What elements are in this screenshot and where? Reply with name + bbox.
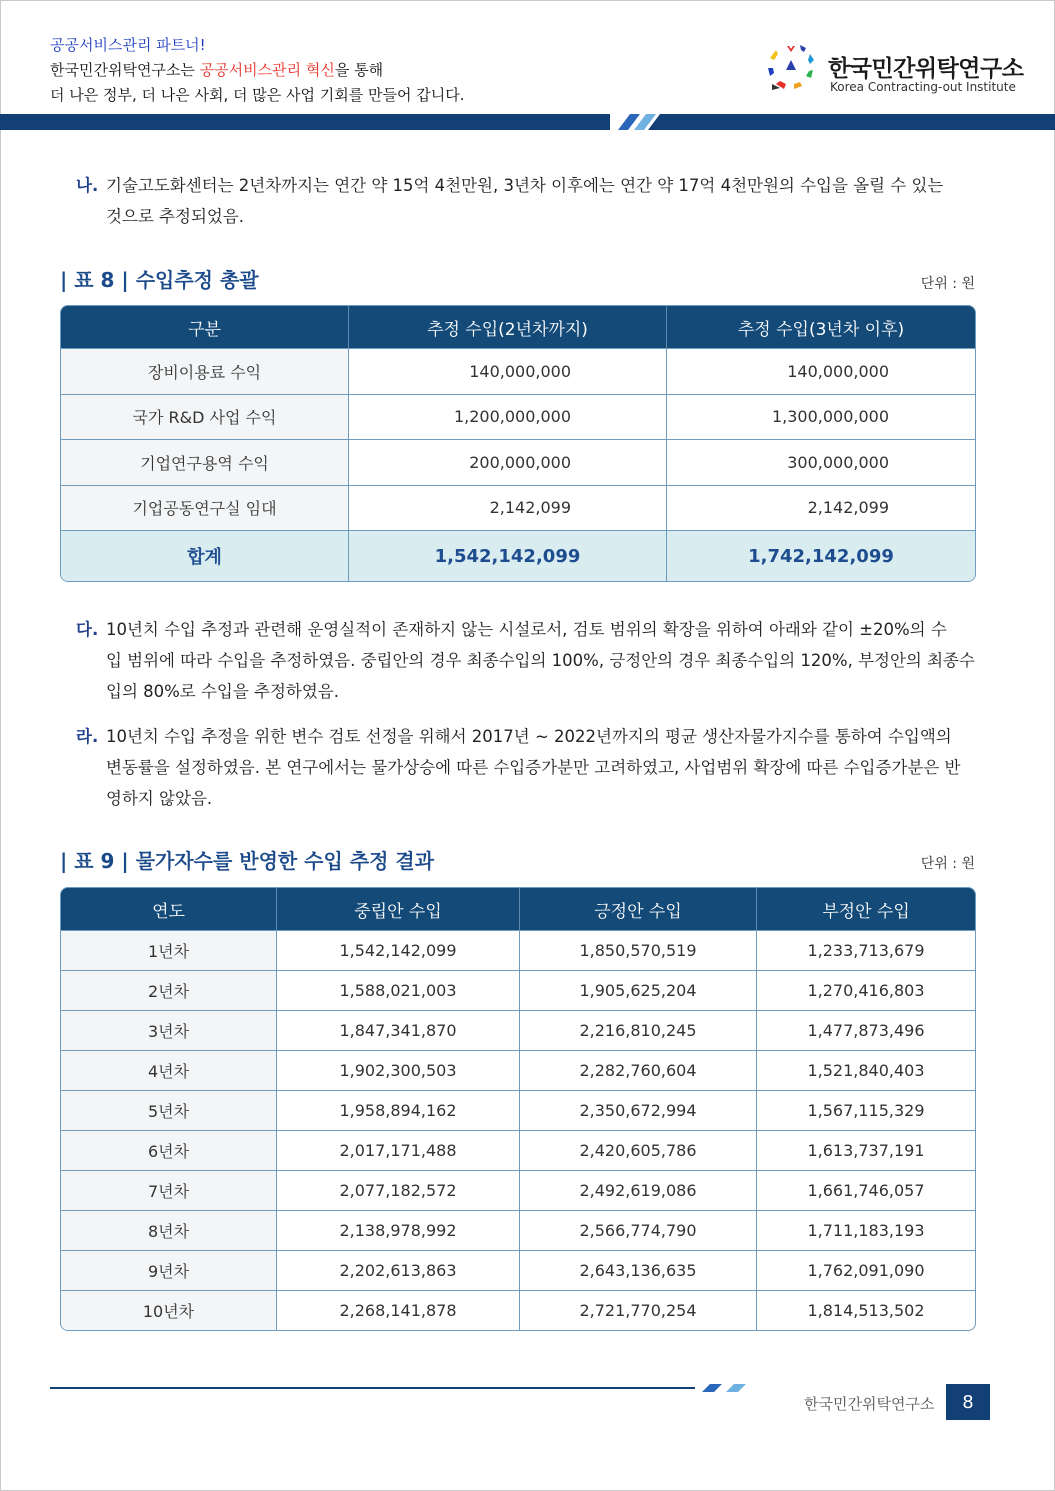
table-row <box>61 348 975 394</box>
year-cell: 8년차 <box>61 1211 276 1250</box>
positive-cell: 1,905,625,204 <box>519 971 756 1010</box>
table-row <box>61 1290 975 1330</box>
paragraph-text: 입 범위에 따라 수입을 추정하였음. 중립안의 경우 최종수입의 100%, 긍정안의 경우 최종수입의 120%, 부정안의 최종수 <box>106 651 975 670</box>
header-cell: 중립안 수입 <box>276 888 519 930</box>
cell-value: 2,142,099 <box>666 486 975 531</box>
intro-text-end: 을 통해 <box>334 61 384 79</box>
paragraph-text: 10년치 수입 추정을 위한 변수 검토 선정을 위해서 2017년 ~ 2022년까지의 평균 생산자물가지수를 통하여 수입액의 <box>106 727 952 746</box>
total-label: 합계 <box>61 531 348 581</box>
paragraph-text: 10년치 수입 추정과 관련해 운영실적이 존재하지 않는 시설로서, 검토 범위의 확장을 위하여 아래와 같이 ±20%의 수 <box>106 620 947 639</box>
negative-cell: 1,762,091,090 <box>756 1251 975 1290</box>
year-cell: 3년차 <box>61 1011 276 1050</box>
table-row <box>61 1130 975 1170</box>
table8-unit: 단위 : 원 <box>920 276 975 292</box>
intro-text: 한국민간위탁연구소는 <box>50 61 200 79</box>
negative-cell: 1,477,873,496 <box>756 1011 975 1050</box>
neutral-cell: 2,202,613,863 <box>276 1251 519 1290</box>
header-cell: 긍정안 수입 <box>519 888 756 930</box>
negative-cell: 1,233,713,679 <box>756 931 975 970</box>
cell-value: 1,300,000,000 <box>666 395 975 440</box>
table-row <box>61 1010 975 1050</box>
positive-cell: 2,216,810,245 <box>519 1011 756 1050</box>
year-cell: 7년차 <box>61 1171 276 1210</box>
total-value: 1,542,142,099 <box>348 531 666 581</box>
table-header-row <box>61 888 975 930</box>
negative-cell: 1,270,416,803 <box>756 971 975 1010</box>
paragraph-text: 영하지 않았음. <box>106 789 213 808</box>
page-number: 8 <box>946 1384 990 1420</box>
paragraph-text: 기술고도화센터는 2년차까지는 연간 약 15억 4천만원, 3년차 이후에는 연간 약 17억 4천만원의 수입을 올릴 수 있는 <box>106 176 944 195</box>
neutral-cell: 1,902,300,503 <box>276 1051 519 1090</box>
footer-org-name: 한국민간위탁연구소 <box>804 1395 935 1413</box>
negative-cell: 1,814,513,502 <box>756 1291 975 1330</box>
table-header-row <box>61 306 975 348</box>
table-row <box>61 394 975 440</box>
neutral-cell: 1,542,142,099 <box>276 931 519 970</box>
year-cell: 6년차 <box>61 1131 276 1170</box>
paragraph-text: 변동률을 설정하였음. 본 연구에서는 물가상승에 따른 수입증가분만 고려하였고, 사업범위 확장에 따른 수입증가분은 반 <box>106 758 961 777</box>
institute-name: 한국민간위탁연구소 <box>828 56 1024 82</box>
paragraph-na <box>76 170 976 232</box>
paragraph-marker: 다. <box>76 620 99 639</box>
row-label: 장비이용료 수익 <box>61 349 348 394</box>
table-row <box>61 485 975 531</box>
positive-cell: 2,566,774,790 <box>519 1211 756 1250</box>
paragraph-text: 입의 80%로 수입을 추정하였음. <box>106 682 339 701</box>
neutral-cell: 2,017,171,488 <box>276 1131 519 1170</box>
intro-highlight: 공공서비스관리 혁신 <box>199 61 335 79</box>
header-cell: 부정안 수입 <box>756 888 975 930</box>
table-total-row <box>61 530 975 581</box>
institute-logo-icon <box>766 42 816 92</box>
paragraph-ra <box>76 721 976 814</box>
header-cell: 추정 수입(3년차 이후) <box>666 306 975 348</box>
table-row <box>61 970 975 1010</box>
cell-value: 140,000,000 <box>666 349 975 394</box>
neutral-cell: 2,268,141,878 <box>276 1291 519 1330</box>
positive-cell: 1,850,570,519 <box>519 931 756 970</box>
negative-cell: 1,613,737,191 <box>756 1131 975 1170</box>
paragraph-marker: 라. <box>76 727 99 746</box>
paragraph-da <box>76 614 976 707</box>
header-cell: 연도 <box>61 888 276 930</box>
table-row <box>61 1090 975 1130</box>
positive-cell: 2,643,136,635 <box>519 1251 756 1290</box>
header-tagline: 공공서비스관리 파트너! <box>50 36 206 54</box>
cell-value: 200,000,000 <box>348 440 666 485</box>
positive-cell: 2,282,760,604 <box>519 1051 756 1090</box>
table-row <box>61 930 975 970</box>
table8-title: | 표 8 | 수입추정 총괄 <box>60 268 259 292</box>
paragraph-text: 것으로 추정되었음. <box>106 207 245 226</box>
header-cell: 추정 수입(2년차까지) <box>348 306 666 348</box>
positive-cell: 2,420,605,786 <box>519 1131 756 1170</box>
negative-cell: 1,711,183,193 <box>756 1211 975 1250</box>
price-index-revenue-table <box>60 887 976 1331</box>
revenue-summary-table <box>60 305 976 582</box>
total-value: 1,742,142,099 <box>666 531 975 581</box>
cell-value: 2,142,099 <box>348 486 666 531</box>
neutral-cell: 1,958,894,162 <box>276 1091 519 1130</box>
positive-cell: 2,721,770,254 <box>519 1291 756 1330</box>
header-intro <box>50 59 383 80</box>
negative-cell: 1,661,746,057 <box>756 1171 975 1210</box>
table-row <box>61 439 975 485</box>
negative-cell: 1,567,115,329 <box>756 1091 975 1130</box>
negative-cell: 1,521,840,403 <box>756 1051 975 1090</box>
neutral-cell: 1,588,021,003 <box>276 971 519 1010</box>
page-header <box>0 0 1055 130</box>
table9-unit: 단위 : 원 <box>920 856 975 872</box>
paragraph-marker: 나. <box>76 176 99 195</box>
header-divider <box>0 114 1055 130</box>
table-row <box>61 1210 975 1250</box>
cell-value: 1,200,000,000 <box>348 395 666 440</box>
header-mission: 더 나은 정부, 더 나은 사회, 더 많은 사업 기회를 만들어 갑니다. <box>50 86 465 104</box>
row-label: 기업공동연구실 임대 <box>61 486 348 531</box>
table-row <box>61 1250 975 1290</box>
cell-value: 140,000,000 <box>348 349 666 394</box>
positive-cell: 2,492,619,086 <box>519 1171 756 1210</box>
year-cell: 5년차 <box>61 1091 276 1130</box>
cell-value: 300,000,000 <box>666 440 975 485</box>
neutral-cell: 1,847,341,870 <box>276 1011 519 1050</box>
neutral-cell: 2,077,182,572 <box>276 1171 519 1210</box>
footer-divider <box>50 1382 750 1394</box>
neutral-cell: 2,138,978,992 <box>276 1211 519 1250</box>
table9-title: | 표 9 | 물가자수를 반영한 수입 추정 결과 <box>60 849 435 873</box>
row-label: 국가 R&D 사업 수익 <box>61 395 348 440</box>
row-label: 기업연구용역 수익 <box>61 440 348 485</box>
table-row <box>61 1050 975 1090</box>
positive-cell: 2,350,672,994 <box>519 1091 756 1130</box>
year-cell: 1년차 <box>61 931 276 970</box>
institute-name-en: Korea Contracting-out Institute <box>830 80 1016 94</box>
year-cell: 10년차 <box>61 1291 276 1330</box>
year-cell: 4년차 <box>61 1051 276 1090</box>
header-cell: 구분 <box>61 306 348 348</box>
year-cell: 9년차 <box>61 1251 276 1290</box>
table-row <box>61 1170 975 1210</box>
year-cell: 2년차 <box>61 971 276 1010</box>
